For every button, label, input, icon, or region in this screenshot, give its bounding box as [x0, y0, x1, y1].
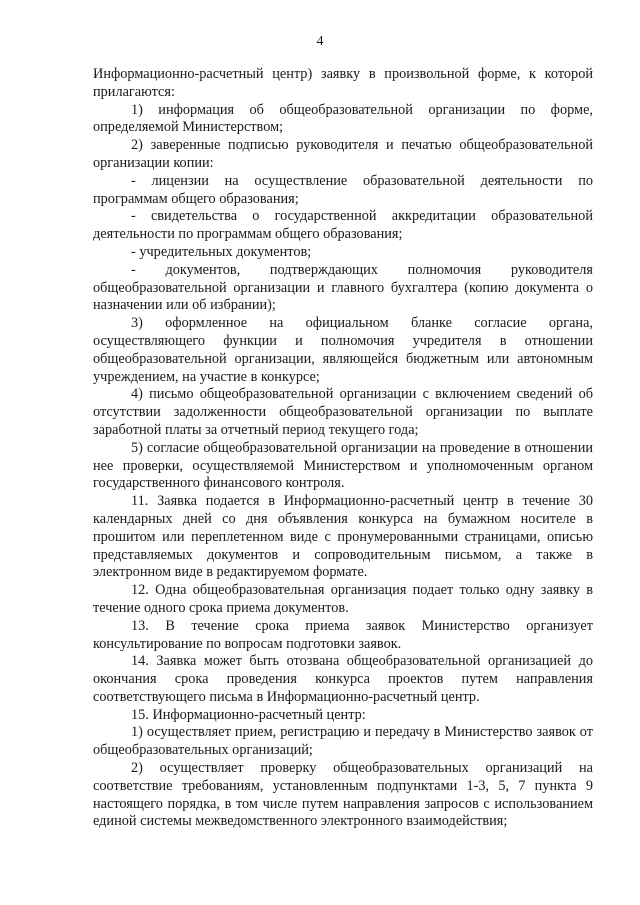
paragraph: 14. Заявка может быть отозвана общеобразовательной организацией до окончания срока проведения конкурса проектов путем направления соответствующего письма в Информационно-расчетный центр.: [93, 653, 593, 705]
paragraph: 4) письмо общеобразовательной организации с включением сведений об отсутствии задолженности общеобразовательной организации по выплате заработной платы за отчетный период текущего года;: [93, 386, 593, 438]
paragraph: 12. Одна общеобразовательная организация подает только одну заявку в течение одного срока приема документов.: [93, 582, 593, 616]
paragraph: 1) информация об общеобразовательной организации по форме, определяемой Министерством;: [93, 101, 593, 136]
paragraph: 15. Информационно-расчетный центр:: [131, 706, 366, 723]
paragraph: 3) оформленное на официальном бланке согласие органа, осуществляющего функции и полномочия учредителя в отношении общеобразовательной организации, являющейся бюджетным или автономным учреждением, на участие в конкурсе;: [93, 315, 593, 385]
document-body: [93, 66, 593, 831]
paragraph: - свидетельства о государственной аккредитации образовательной деятельности по программам общего образования;: [93, 208, 593, 243]
paragraph: 1) осуществляет прием, регистрацию и передачу в Министерство заявок от общеобразовательных организаций;: [93, 724, 593, 759]
paragraph: - документов, подтверждающих полномочия руководителя общеобразовательной организации и главного бухгалтера (копию документа о назначении или об избрании);: [93, 261, 593, 314]
paragraph: Информационно-расчетный центр) заявку в произвольной форме, к которой прилагаются:: [93, 66, 593, 100]
page-number: 4: [316, 34, 324, 49]
paragraph: - учредительных документов;: [131, 243, 312, 260]
paragraph: 5) согласие общеобразовательной организации на проведение в отношении нее проверки, осуществляемой Министерством и уполномоченным органом государственного финансового контроля.: [93, 439, 593, 492]
paragraph: 2) осуществляет проверку общеобразовательных организаций на соответствие требованиям, установленным подпунктами 1-3, 5, 7 пункта 9 настоящего порядка, в том числе путем направления запросов с использованием единой системы межведомственного электронного взаимодействия;: [93, 760, 593, 830]
paragraph: 11. Заявка подается в Информационно-расчетный центр в течение 30 календарных дней со дня объявления конкурса на бумажном носителе в прошитом или переплетенном виде с пронумерованными страницами, описью представляемых документов и сопроводительным письмом, а также в электронном виде в редактируемом формате.: [93, 493, 593, 581]
paragraph: - лицензии на осуществление образовательной деятельности по программам общего образования;: [93, 172, 593, 207]
paragraph: 2) заверенные подписью руководителя и печатью общеобразовательной организации копии:: [93, 137, 593, 171]
paragraph: 13. В течение срока приема заявок Министерство организует консультирование по вопросам подготовки заявок.: [93, 617, 593, 652]
